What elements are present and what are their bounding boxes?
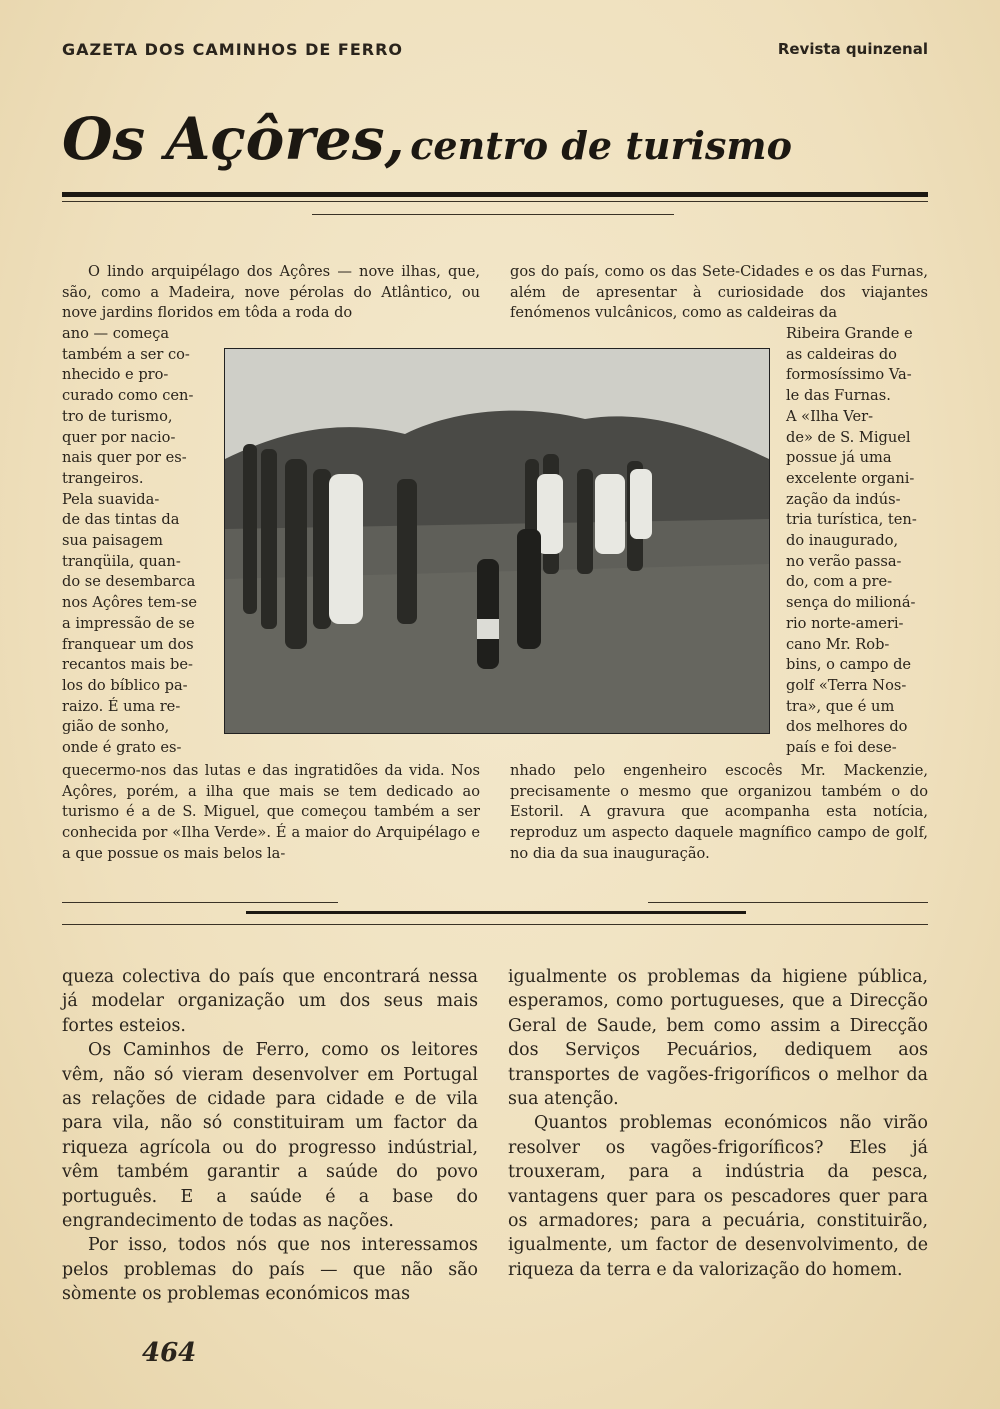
- lower-right-para-2: Quantos problemas económicos não virão resolver os vagões-frigoríficos? Eles já trouxeram, para a indústria da pesca, vantagens quer para os pescadores quer para os armadores; para a pecuária, constituirão, igualmente, um factor de desenvolvimento, de riqueza da terra e da valorização do homem.: [508, 1113, 928, 1280]
- article-col1-bottom: quecermo-nos das lutas e das ingratidões da vida. Nos Açôres, porém, a ilha que mais se tem dedicado ao turismo é a de S. Miguel, que começou também a ser conhecida por «Ilha Verde». É a maior do Arquipélago e a que possue os mais belos la-: [62, 762, 480, 862]
- title-rest: centro de turismo: [410, 123, 792, 168]
- col2_wrap-line: tria turística, ten-: [786, 511, 917, 529]
- col1_wrap-line: a impressão de se: [62, 614, 195, 632]
- col2_wrap-line: país e foi dese-: [786, 739, 897, 757]
- lower-left-para-1: queza colectiva do país que encontrará nessa já modelar organização um dos seus mais fortes esteios.: [62, 967, 478, 1036]
- col1_wrap-line: do se desembarca: [62, 573, 196, 591]
- col1_wrap-line: curado como cen-: [62, 387, 194, 405]
- article-col1-wrap: [62, 324, 204, 759]
- col2_wrap-line: possue já uma: [786, 449, 892, 467]
- title-rule-short: [312, 214, 674, 215]
- col2_wrap-line: sença do milioná-: [786, 594, 916, 612]
- col1_wrap-line: onde é grato es-: [62, 739, 182, 757]
- lower-left-para-2: Os Caminhos de Ferro, como os leitores vêm, não só vieram desenvolver em Portugal as relações de cidade para cidade e de vila para vila, não só constituiram um factor da riqueza agrícola ou do progresso indústrial, vêm também garantir a saúde do povo português. E a saúde é a base do engrandecimento de todas as nações.: [62, 1040, 478, 1232]
- col1_wrap-line: los do bíblico pa-: [62, 676, 188, 694]
- golf-course-photo: [224, 348, 770, 734]
- col2_wrap-line: golf «Terra Nos-: [786, 676, 907, 694]
- article-col2-top: gos do país, como os das Sete-Cidades e os das Furnas, além de apresentar à curiosidade dos viajantes fenómenos vulcânicos, como as caldeiras da: [510, 263, 928, 322]
- col1_wrap-line: gião de sonho,: [62, 718, 170, 736]
- col1_wrap-line: quer por nacio-: [62, 428, 176, 446]
- section-rule-right: [648, 902, 928, 903]
- col1_wrap-line: franquear um dos: [62, 635, 194, 653]
- lower-col-right: [508, 965, 928, 1282]
- page-number: 464: [142, 1338, 197, 1368]
- col2_wrap-line: excelente organi-: [786, 469, 915, 487]
- col1_wrap-line: nais quer por es-: [62, 449, 187, 467]
- col1_wrap-line: tro de turismo,: [62, 407, 173, 425]
- col1_wrap-line: sua paisagem: [62, 532, 163, 550]
- col1_wrap-line: de das tintas da: [62, 511, 180, 529]
- col1_wrap-line: tranqüila, quan-: [62, 552, 181, 570]
- col2_wrap-line: de» de S. Miguel: [786, 428, 911, 446]
- section-rule-left: [62, 902, 338, 903]
- magazine-name: GAZETA DOS CAMINHOS DE FERRO: [62, 40, 404, 59]
- article-col1-top: O lindo arquipélago dos Açôres — nove ilhas, que, são, como a Madeira, nove pérolas do Atlântico, ou nove jardins floridos em tôda a roda do: [62, 263, 480, 322]
- col2_wrap-line: Ribeira Grande e: [786, 325, 913, 342]
- col1_wrap-line: ano — começa: [62, 325, 170, 342]
- col2_wrap-line: cano Mr. Rob-: [786, 635, 890, 653]
- section-rule-long: [62, 924, 928, 925]
- title-rule-thick: [62, 192, 928, 197]
- col2_wrap-line: do inaugurado,: [786, 532, 899, 550]
- title-rule-thin: [62, 201, 928, 202]
- col2_wrap-line: bins, o campo de: [786, 656, 912, 674]
- col1_wrap-line: nos Açôres tem-se: [62, 594, 197, 612]
- magazine-frequency: Revista quinzenal: [777, 40, 928, 58]
- col2_wrap-line: dos melhores do: [786, 718, 908, 736]
- col1_wrap-line: raizo. É uma re-: [62, 697, 181, 715]
- article-col2-bottom: nhado pelo engenheiro escocês Mr. Mackenzie, precisamente o mesmo que organizou também o do Estoril. A gravura que acompanha esta notícia, reproduz um aspecto daquele magnífico campo de golf, no dia da sua inauguração.: [510, 762, 928, 862]
- col2_wrap-line: tra», que é um: [786, 697, 895, 715]
- article-title: [62, 105, 932, 173]
- article-col2-wrap: [786, 324, 928, 759]
- col1_wrap-line: recantos mais be-: [62, 656, 193, 674]
- col2_wrap-line: no verão passa-: [786, 552, 902, 570]
- lower-right-para-1: igualmente os problemas da higiene pública, esperamos, como portugueses, que a Direcção Geral de Saude, bem como assim a Direcção dos Serviços Pecuários, dediquem aos transportes de vagões-frigoríficos o melhor da sua atenção.: [508, 967, 928, 1110]
- photo-illustration: [225, 349, 769, 733]
- section-rule-center: [246, 911, 746, 914]
- col2_wrap-line: as caldeiras do: [786, 345, 897, 363]
- lower-col-left: [62, 965, 478, 1307]
- col1_wrap-line: Pela suavida-: [62, 490, 160, 508]
- col1_wrap-line: também a ser co-: [62, 345, 190, 363]
- lower-left-para-3: Por isso, todos nós que nos interessamos pelos problemas do país — que não são sòmente os problemas económicos mas: [62, 1235, 478, 1305]
- col1_wrap-line: trangeiros.: [62, 469, 144, 487]
- col2_wrap-line: le das Furnas.: [786, 387, 891, 405]
- col2_wrap-line: do, com a pre-: [786, 573, 893, 591]
- col2_wrap-line: formosíssimo Va-: [786, 366, 912, 384]
- col1_wrap-line: nhecido e pro-: [62, 366, 169, 384]
- title-main: Os Açôres,: [62, 105, 405, 173]
- col2_wrap-line: rio norte-ameri-: [786, 614, 904, 632]
- col2_wrap-line: zação da indús-: [786, 490, 901, 508]
- col2_wrap-line: A «Ilha Ver-: [786, 407, 874, 425]
